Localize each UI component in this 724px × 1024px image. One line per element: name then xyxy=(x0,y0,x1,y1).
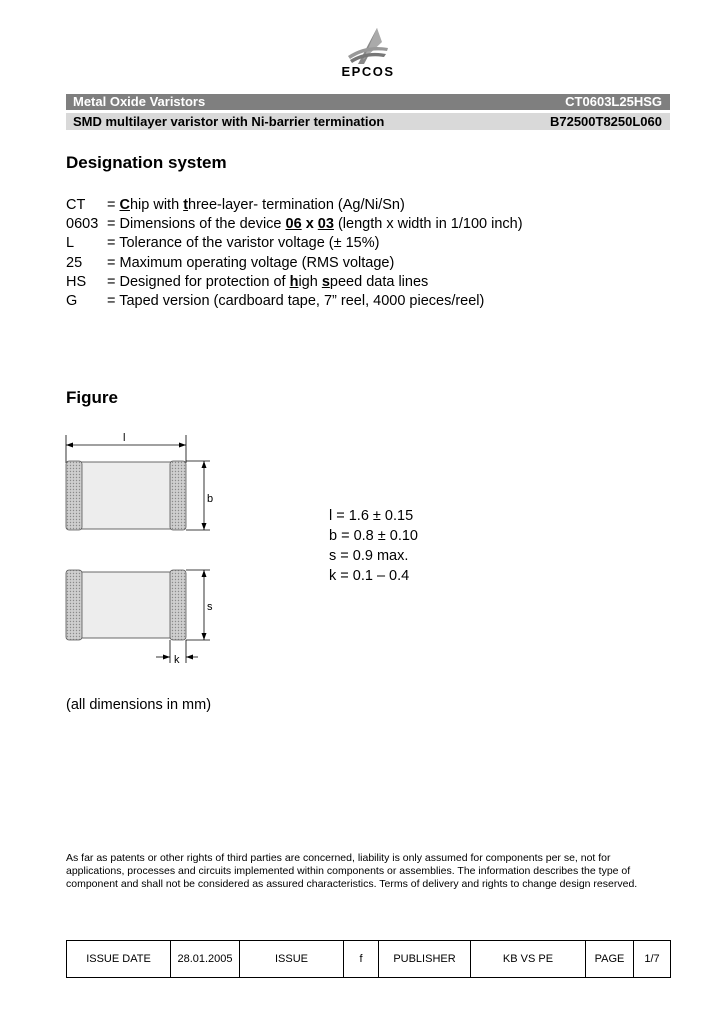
label-b: b xyxy=(207,493,214,505)
designation-text-part: = Designed for protection of xyxy=(107,273,290,290)
designation-text-part: = Tolerance of the varistor voltage (± 15%) xyxy=(107,235,380,252)
designation-description xyxy=(107,234,379,253)
figure-title: Figure xyxy=(66,388,118,407)
designation-text-part: hree-layer- termination (Ag/Ni/Sn) xyxy=(188,197,405,213)
product-family-bar xyxy=(66,94,670,110)
designation-text-part: 03 xyxy=(317,216,334,233)
issue-date-label: ISSUE DATE xyxy=(67,941,171,978)
legal-disclaimer: As far as patents or other rights of third parties are concerned, liability is only assumed for components per se, not for applications, processes and circuits implemented within components or assemblies. The information describes the type of component and shall not be considered as assured characteristics. Terms of delivery and rights to change design reserved. xyxy=(66,852,638,890)
designation-description xyxy=(107,273,428,292)
designation-title: Designation system xyxy=(66,153,227,172)
designation-text-part: = xyxy=(107,197,120,213)
varistor-dimension-drawing xyxy=(60,425,214,670)
label-l: l xyxy=(123,432,126,444)
publisher-label: PUBLISHER xyxy=(379,941,471,978)
product-description: SMD multilayer varistor with Ni-barrier termination xyxy=(73,114,385,129)
brand-name: EPCOS xyxy=(341,64,395,79)
designation-description xyxy=(107,292,484,311)
dimension-b: b = 0.8 ± 0.10 xyxy=(329,528,418,544)
designation-description xyxy=(107,196,405,215)
designation-text-part: igh xyxy=(298,273,322,290)
designation-text-part: = Dimensions of the device xyxy=(107,216,286,233)
page-label: PAGE xyxy=(586,941,634,978)
designation-text-part: t xyxy=(183,197,189,213)
issue-date: 28.01.2005 xyxy=(171,941,240,978)
designation-description xyxy=(107,215,523,234)
dimension-s: s = 0.9 max. xyxy=(329,548,409,564)
dimension-values xyxy=(329,506,418,586)
label-s: s xyxy=(207,601,213,613)
dimension-l: l = 1.6 ± 0.15 xyxy=(329,508,414,524)
designation-text-part: s xyxy=(321,273,330,290)
issue-table xyxy=(66,940,671,978)
description-bar xyxy=(66,113,670,130)
designation-text-part: C xyxy=(119,197,130,213)
issue-value: f xyxy=(344,941,379,978)
ordering-code: B72500T8250L060 xyxy=(549,114,662,129)
product-family: Metal Oxide Varistors xyxy=(73,94,206,109)
designation-text-part: hip with xyxy=(129,197,184,213)
designation-text-part: = Taped version (cardboard tape, 7” reel, 4000 pieces/reel) xyxy=(107,292,485,309)
issue-label: ISSUE xyxy=(240,941,344,978)
designation-code: L xyxy=(66,235,75,252)
designation-code: 0603 xyxy=(66,216,99,233)
designation-text-part: x xyxy=(301,216,318,233)
designation-text-part: = Maximum operating voltage (RMS voltage) xyxy=(107,254,395,271)
designation-description xyxy=(107,254,394,273)
publisher-value: KB VS PE xyxy=(471,941,586,978)
units-note: (all dimensions in mm) xyxy=(66,697,212,713)
label-k: k xyxy=(174,654,180,666)
designation-text-part: 06 xyxy=(285,216,302,233)
designation-code: CT xyxy=(66,197,86,213)
designation-code: G xyxy=(66,292,78,309)
designation-text-part: (length x width in 1/100 inch) xyxy=(333,216,523,233)
part-code: CT0603L25HSG xyxy=(565,94,662,109)
dimension-k: k = 0.1 – 0.4 xyxy=(329,568,410,584)
page-value: 1/7 xyxy=(634,941,671,978)
designation-text-part: h xyxy=(289,273,299,290)
designation-code: 25 xyxy=(66,254,83,271)
designation-text-part: peed data lines xyxy=(329,273,429,290)
designation-code: HS xyxy=(66,273,87,290)
